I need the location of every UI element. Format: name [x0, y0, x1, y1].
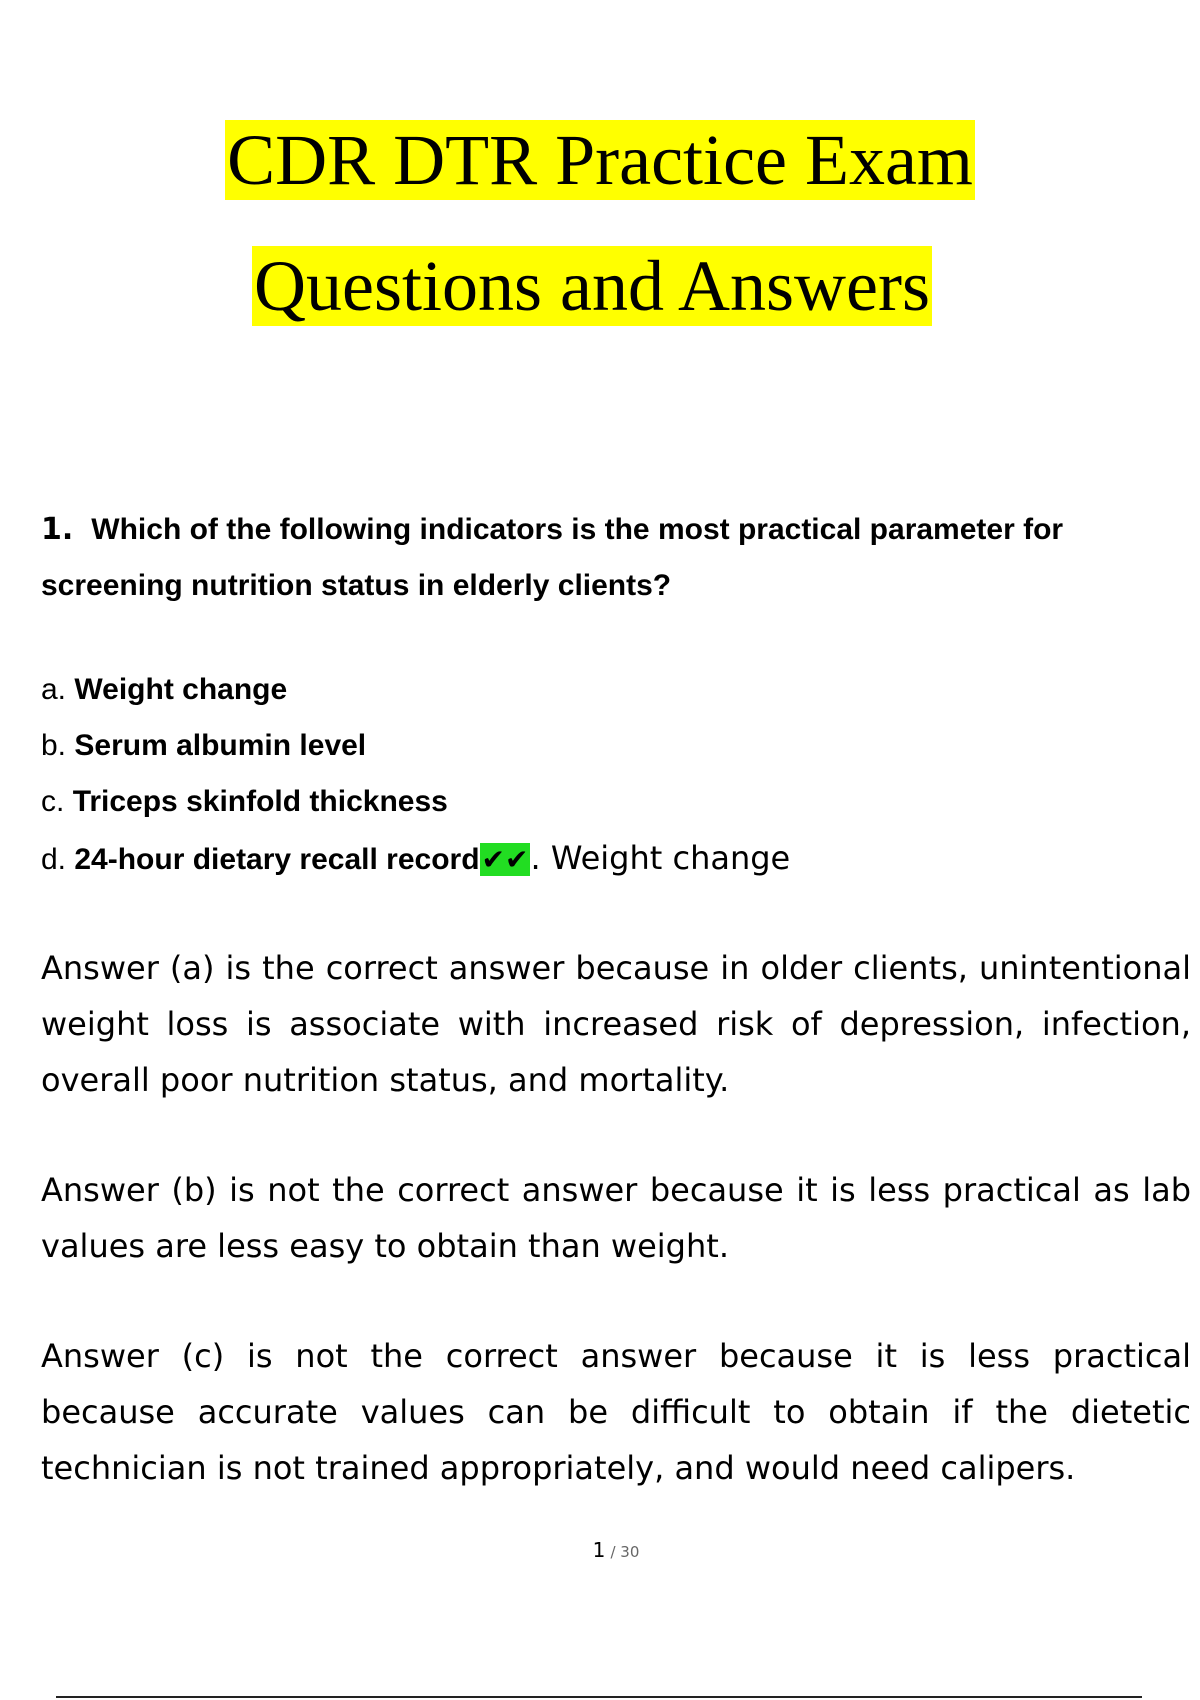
page-number	[0, 1538, 1200, 1562]
option-text: Triceps skinfold thickness	[72, 785, 448, 818]
option-text: Serum albumin level	[74, 729, 367, 762]
option-text: 24-hour dietary recall record	[74, 843, 480, 876]
option-a	[41, 670, 287, 710]
check-mark-icon: ✔✔	[481, 843, 529, 876]
option-letter: c.	[41, 785, 65, 818]
option-c	[41, 782, 448, 822]
page-total: / 30	[610, 1543, 640, 1561]
title-highlight-1: CDR DTR Practice Exam	[227, 120, 973, 200]
page-divider	[56, 1696, 1142, 1698]
option-letter: b.	[41, 729, 67, 762]
option-letter: a.	[41, 673, 67, 706]
option-text: Weight change	[74, 673, 288, 706]
explanation-b: Answer (b) is not the correct answer because it is less practical as lab values are less easy to obtain than weight.	[41, 1171, 1191, 1265]
question-number: 1.	[41, 512, 74, 547]
page-current: 1	[592, 1538, 606, 1562]
option-d	[41, 838, 790, 880]
option-letter: d.	[41, 843, 67, 876]
explanation-a: Answer (a) is the correct answer because in older clients, unintentional weight loss is associate with increased risk of depression, infection, overall poor nutrition status, and mortality.	[41, 949, 1191, 1099]
title-line-2	[0, 244, 1192, 328]
explanation-c: Answer (c) is not the correct answer because it is less practical because accurate values can be difficult to obtain if the dietetic technician is not trained appropriately, and would need calipers.	[41, 1337, 1191, 1487]
title-line-1	[0, 118, 1200, 202]
question-body: Which of the following indicators is the most practical parameter for screening nutrition status in elderly clients?	[41, 513, 1064, 602]
question-text	[41, 502, 1191, 614]
option-b	[41, 726, 366, 766]
title-highlight-2: Questions and Answers	[254, 246, 930, 326]
correct-answer: . Weight change	[530, 839, 791, 877]
